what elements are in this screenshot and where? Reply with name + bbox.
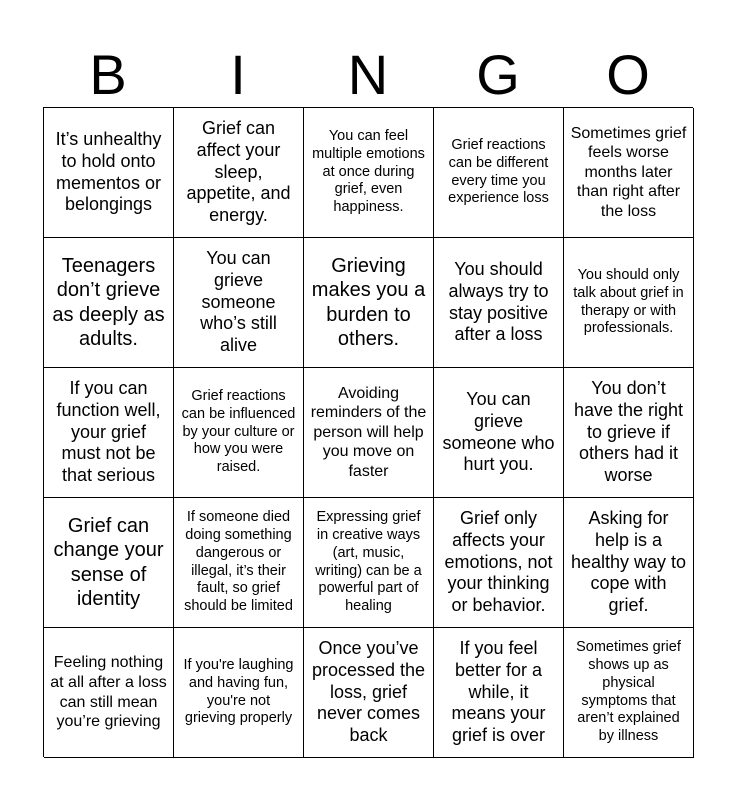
bingo-cell-r5c4[interactable]: [434, 628, 564, 758]
cell-text: If someone died doing something dangerous or illegal, it’s their fault, so grief should be limited: [184, 509, 293, 614]
bingo-cell-r5c5[interactable]: [564, 628, 694, 758]
bingo-cell-r4c1[interactable]: [44, 498, 174, 628]
cell-text: You don’t have the right to grieve if others had it worse: [573, 377, 684, 486]
cell-text: Grief can change your sense of identity: [53, 514, 164, 610]
cell-text: You should always try to stay positive after a loss: [448, 258, 549, 345]
header-letter-i: I: [230, 43, 246, 106]
cell-text: If you're laughing and having fun, you're not grieving properly: [183, 657, 294, 727]
bingo-header: [43, 42, 693, 108]
bingo-cell-r4c2[interactable]: [174, 498, 304, 628]
header-letter-o: O: [606, 43, 650, 106]
bingo-cell-r4c4[interactable]: [434, 498, 564, 628]
bingo-cell-r3c2[interactable]: [174, 368, 304, 498]
cell-text: If you can function well, your grief must not be that serious: [56, 377, 161, 486]
cell-text: Asking for help is a healthy way to cope with grief.: [570, 507, 687, 616]
cell-text: Once you’ve processed the loss, grief never comes back: [311, 637, 426, 746]
bingo-cell-r3c3[interactable]: [304, 368, 434, 498]
cell-text: Avoiding reminders of the person will help you move on faster: [310, 384, 427, 480]
cell-text: Grief can affect your sleep, appetite, and energy.: [186, 117, 291, 226]
bingo-cell-r2c3[interactable]: [304, 238, 434, 368]
bingo-cell-r5c3[interactable]: [304, 628, 434, 758]
bingo-card-grid: [43, 107, 693, 757]
cell-text: You can feel multiple emotions at once during grief, even happiness.: [312, 128, 425, 216]
cell-text: Grieving makes you a burden to others.: [311, 254, 426, 350]
bingo-cell-r1c2[interactable]: [174, 108, 304, 238]
cell-text: Feeling nothing at all after a loss can still mean you’re grieving: [50, 654, 167, 731]
bingo-cell-r1c3[interactable]: [304, 108, 434, 238]
bingo-cell-r2c4[interactable]: [434, 238, 564, 368]
cell-text: Sometimes grief shows up as physical symptoms that aren’t explained by illness: [576, 639, 681, 744]
bingo-cell-r2c5[interactable]: [564, 238, 694, 368]
cell-text: Expressing grief in creative ways (art, music, writing) can be a powerful part of healing: [315, 509, 422, 614]
bingo-cell-r3c4[interactable]: [434, 368, 564, 498]
bingo-cell-r4c3[interactable]: [304, 498, 434, 628]
bingo-cell-r2c1[interactable]: [44, 238, 174, 368]
cell-text: It’s unhealthy to hold onto mementos or belongings: [55, 128, 162, 215]
bingo-cell-r5c2[interactable]: [174, 628, 304, 758]
bingo-cell-r2c2[interactable]: [174, 238, 304, 368]
cell-text: Grief reactions can be different every time you experience loss: [448, 137, 549, 207]
header-letter-g: G: [476, 43, 520, 106]
cell-text: You can grieve someone who’s still alive: [200, 247, 277, 356]
bingo-cell-r5c1[interactable]: [44, 628, 174, 758]
cell-text: Grief only affects your emotions, not your thinking or behavior.: [444, 507, 553, 616]
cell-text: Teenagers don’t grieve as deeply as adults.: [52, 254, 165, 350]
header-letter-b: B: [89, 43, 127, 106]
cell-text: Sometimes grief feels worse months later than right after the loss: [570, 124, 687, 220]
bingo-cell-r1c5[interactable]: [564, 108, 694, 238]
cell-text: If you feel better for a while, it means your grief is over: [451, 637, 546, 746]
bingo-cell-r3c5[interactable]: [564, 368, 694, 498]
cell-text: Grief reactions can be influenced by your culture or how you were raised.: [181, 388, 296, 476]
bingo-cell-r1c4[interactable]: [434, 108, 564, 238]
cell-text: You can grieve someone who hurt you.: [442, 388, 555, 475]
bingo-cell-r4c5[interactable]: [564, 498, 694, 628]
bingo-cell-r1c1[interactable]: [44, 108, 174, 238]
bingo-cell-r3c1[interactable]: [44, 368, 174, 498]
cell-text: You should only talk about grief in therapy or with professionals.: [573, 267, 684, 337]
header-letter-n: N: [347, 43, 389, 106]
